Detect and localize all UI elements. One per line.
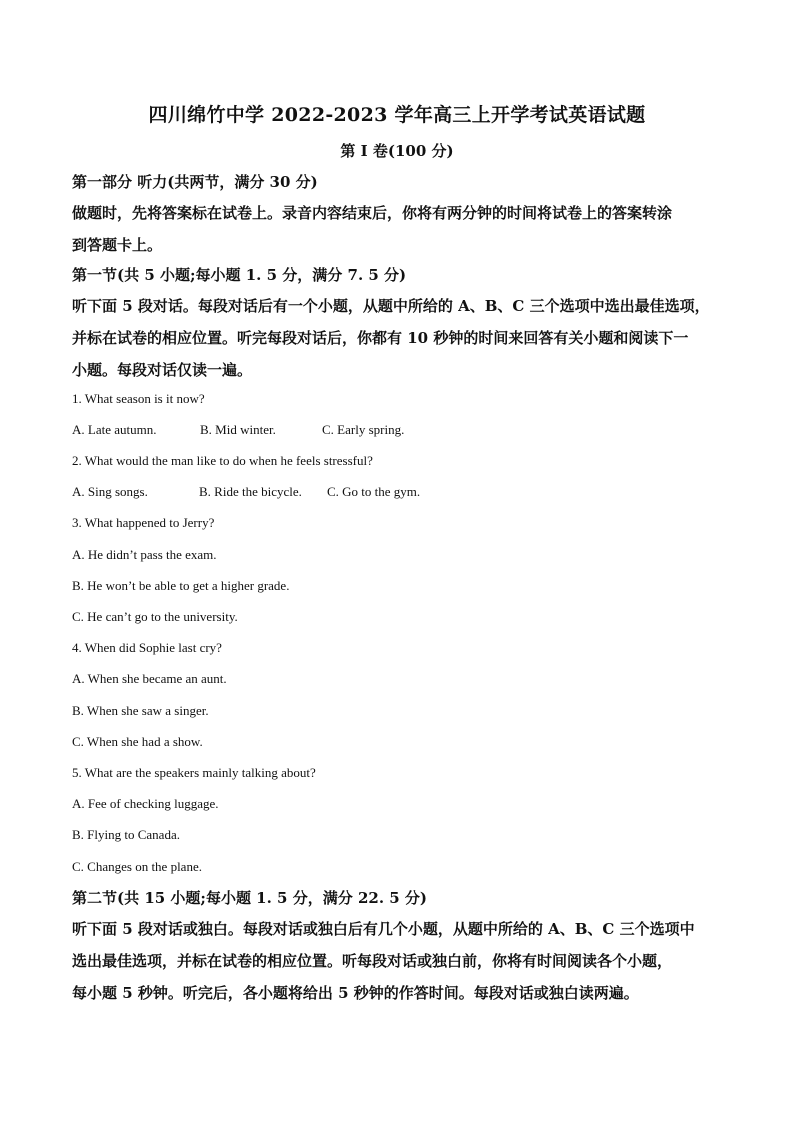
question-4-option-a: A. When she became an aunt. [72, 671, 227, 686]
instruction-line: 每小题 5 秒钟。听完后，各小题将给出 5 秒钟的作答时间。每段对话或独白读两遍。 [72, 984, 639, 1002]
question-3-option-c: C. He can’t go to the university. [72, 609, 238, 624]
instruction-line: 做题时，先将答案标在试卷上。录音内容结束后，你将有两分钟的时间将试卷上的答案转涂 [72, 204, 673, 222]
question-1-option-c: C. Early spring. [322, 422, 405, 437]
instruction-line: 小题。每段对话仅读一遍。 [72, 361, 253, 379]
instruction-line: 听下面 5 段对话。每段对话后有一个小题，从题中所给的 A、B、C 三个选项中选出最佳选项， [72, 297, 710, 315]
instruction-line: 听下面 5 段对话或独白。每段对话或独白后有几个小题，从题中所给的 A、B、C 三个选项中 [72, 920, 695, 938]
instruction-line: 到答题卡上。 [72, 236, 163, 254]
question-1-option-b: B. Mid winter. [200, 422, 276, 437]
question-5-option-c: C. Changes on the plane. [72, 859, 202, 874]
question-5-stem: 5. What are the speakers mainly talking about? [72, 765, 316, 780]
instruction-line: 并标在试卷的相应位置。听完每段对话后，你都有 10 秒钟的时间来回答有关小题和阅读下一 [72, 329, 689, 347]
question-4-stem: 4. When did Sophie last cry? [72, 640, 222, 655]
question-2-option-c: C. Go to the gym. [327, 484, 421, 499]
part1-heading: 第一部分 听力(共两节，满分 30 分) [72, 173, 318, 191]
question-4-option-c: C. When she had a show. [72, 734, 203, 749]
instruction-line: 选出最佳选项，并标在试卷的相应位置。听每段对话或独白前，你将有时间阅读各个小题， [72, 952, 673, 970]
section2-heading: 第二节(共 15 小题;每小题 1. 5 分，满分 22. 5 分) [72, 889, 428, 907]
question-5-option-b: B. Flying to Canada. [72, 827, 180, 842]
question-1-stem: 1. What season is it now? [72, 391, 205, 406]
question-2-option-a: A. Sing songs. [72, 484, 148, 499]
question-2-option-b: B. Ride the bicycle. [199, 484, 302, 499]
paper-subtitle: 第 I 卷(100 分) [340, 142, 454, 160]
question-4-option-b: B. When she saw a singer. [72, 703, 209, 718]
exam-title: 四川绵竹中学 2022-2023 学年高三上开学考试英语试题 [148, 104, 646, 126]
question-3-option-a: A. He didn’t pass the exam. [72, 547, 217, 562]
question-1-option-a: A. Late autumn. [72, 422, 157, 437]
question-3-option-b: B. He won’t be able to get a higher grade. [72, 578, 290, 593]
question-3-stem: 3. What happened to Jerry? [72, 515, 215, 530]
question-2-stem: 2. What would the man like to do when he feels stressful? [72, 453, 373, 468]
section1-instructions [72, 290, 732, 386]
question-5-option-a: A. Fee of checking luggage. [72, 796, 219, 811]
section1-heading: 第一节(共 5 小题;每小题 1. 5 分，满分 7. 5 分) [72, 266, 407, 284]
section2-instructions [72, 913, 732, 1009]
part1-instructions [72, 197, 732, 261]
